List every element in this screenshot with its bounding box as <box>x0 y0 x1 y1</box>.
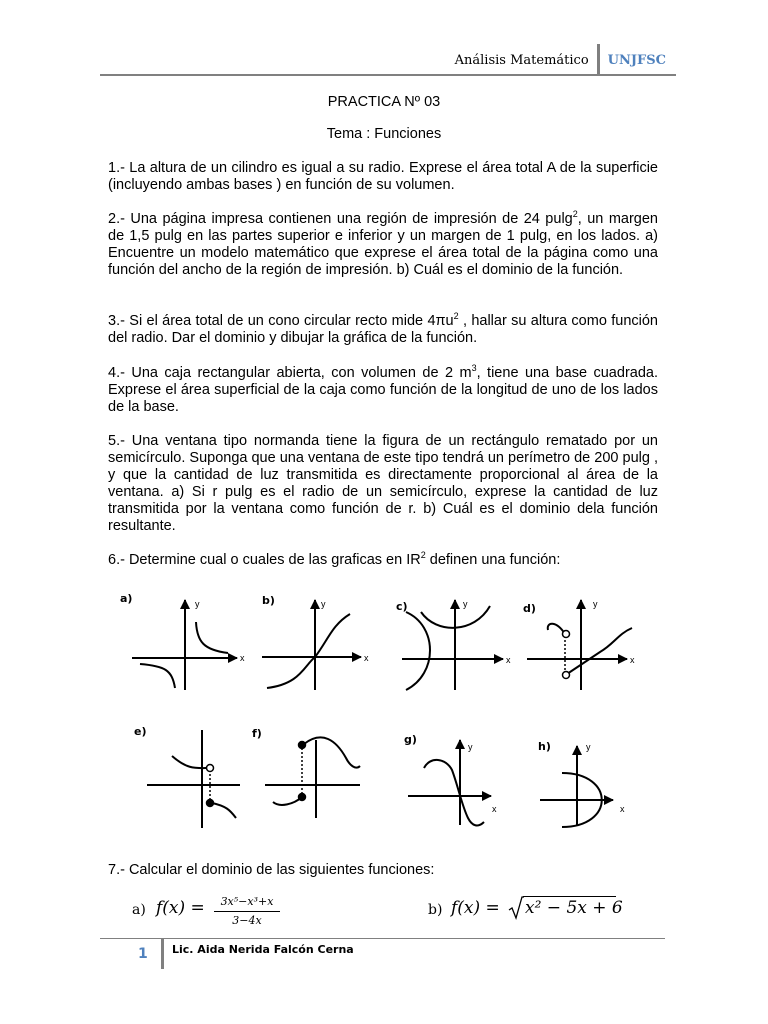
axis-x-label: x <box>506 655 511 665</box>
graph-b <box>262 600 361 690</box>
axis-y-label: y <box>468 742 473 752</box>
radical-bar <box>523 896 616 897</box>
graph-d <box>527 600 632 690</box>
formula-b-lhs: f(x) = <box>451 898 500 918</box>
graph-f <box>265 737 360 818</box>
footer-author: Lic. Aida Nerida Falcón Cerna <box>172 943 354 956</box>
graph-label-e: e) <box>134 725 147 738</box>
axis-x-label: x <box>630 655 635 665</box>
header-university: UNJFSC <box>607 52 666 68</box>
problem-2: 2.- Una página impresa contienen una región de impresión de 24 pulg$^2$, un margen de 1,5 pulg en las partes superior e inferior y un margen de 1 pulg, en los lados. a) Encuentre un modelo matemático que exprese el área total de la página como una función del ancho de la región de impresión. b) Cuál es el dominio de la función. <box>108 209 658 278</box>
axis-x-label: x <box>620 804 625 814</box>
graph-label-f: f) <box>252 727 262 740</box>
graph-points <box>207 631 570 807</box>
topic-title: Tema : Funciones <box>326 126 442 142</box>
axis-y-label: y <box>586 742 591 752</box>
formula-a-denominator: 3−4x <box>232 914 262 927</box>
problem-7: 7.- Calcular el dominio de las siguientes funciones: <box>108 862 435 878</box>
footer-separator <box>161 939 164 969</box>
axis-x-label: x <box>240 653 245 663</box>
practice-title: PRACTICA Nº 03 <box>327 94 441 110</box>
axis-x-label: x <box>364 653 369 663</box>
problem-1: 1.- La altura de un cilindro es igual a su radio. Exprese el área total A de la superficie (incluyendo ambas bases ) en función de su volumen. <box>108 160 658 193</box>
problem-6: 6.- Determine cual o cuales de las graficas en $IR^2$ definen una función: <box>108 550 561 568</box>
graph-label-h: h) <box>538 740 551 753</box>
formula-b-label: b) <box>428 902 443 918</box>
problem-5: 5.- Una ventana tipo normanda tiene la figura de un rectángulo rematado por un semicírculo. Suponga que una ventana de este tipo tendrá un perímetro de 200 pulg , y que la cantidad de luz transmitida es directamente proporcional al área de la ventana. a) Si r pulg es el radio de un semicírculo, exprese la cantidad de luz transmitida por la ventana como función de r. b) Cuál es el dominio dela función resultante. <box>108 433 658 534</box>
graph-h <box>540 746 613 827</box>
formula-a-lhs: f(x) = <box>156 898 205 918</box>
footer-rule <box>100 938 665 939</box>
formula-b-radicand: x² − 5x + 6 <box>525 898 623 918</box>
axis-x-label: x <box>492 804 497 814</box>
formula-a-numerator: 3x⁵−x³+x <box>220 895 274 908</box>
graph-c <box>402 600 503 690</box>
page-number: 1 <box>138 946 148 962</box>
square-root-icon <box>508 896 524 920</box>
axis-y-label: y <box>593 599 598 609</box>
graph-a <box>132 600 237 690</box>
graph-label-b: b) <box>262 594 275 607</box>
fraction-bar <box>214 911 280 912</box>
graph-label-a: a) <box>120 592 133 605</box>
header-course-title: Análisis Matemático <box>454 52 589 68</box>
graph-label-c: c) <box>396 600 408 613</box>
axis-y-label: y <box>463 599 468 609</box>
graph-g <box>408 740 491 825</box>
formula-a-label: a) <box>132 902 146 918</box>
graph-label-d: d) <box>523 602 536 615</box>
problem-4: 4.- Una caja rectangular abierta, con volumen de 2 $m^3$, tiene una base cuadrada. Exprese el área superficial de la caja como función de la longitud de uno de los lados de la base. <box>108 363 658 415</box>
axis-y-label: y <box>321 599 326 609</box>
graph-e <box>147 730 240 828</box>
graph-label-g: g) <box>404 733 417 746</box>
axis-y-label: y <box>195 599 200 609</box>
problem-3: 3.- Si el área total de un cono circular recto mide $4\pi u^2$ , hallar su altura como función del radio. Dar el dominio y dibujar la gráfica de la función. <box>108 311 658 346</box>
